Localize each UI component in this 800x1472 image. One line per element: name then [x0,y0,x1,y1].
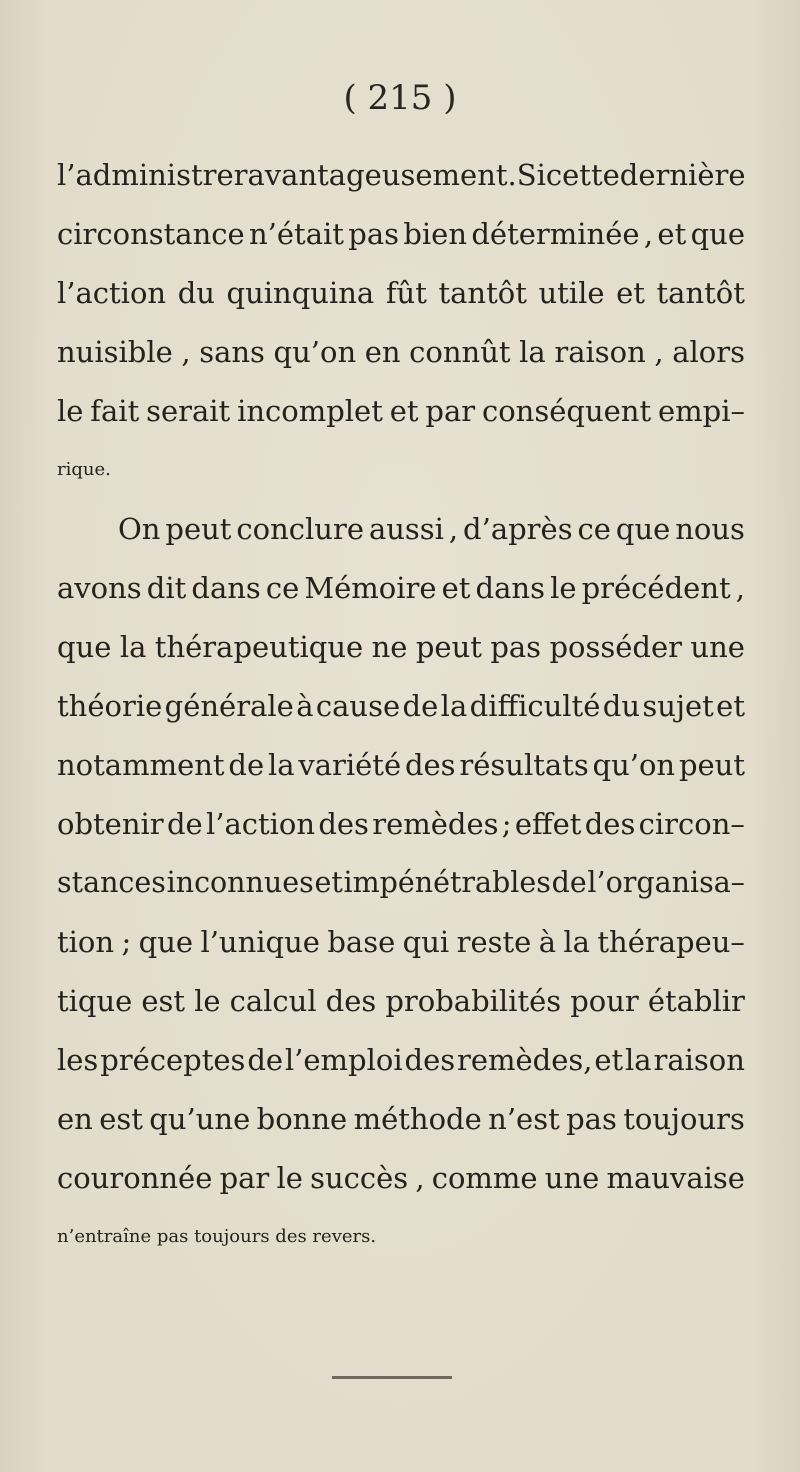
word: méthode [353,1102,482,1136]
word: n’était [249,217,344,251]
word: pas [566,1102,617,1136]
word: d’après [463,512,573,546]
word: bien [403,217,468,251]
word: une [690,630,745,664]
text-line-9 [57,627,745,667]
word: connût [409,335,511,369]
word: la [625,1043,652,1077]
word: remèdes [372,807,499,841]
word: probabilités [385,984,562,1018]
word: incomplet [237,394,383,428]
word: posséder [549,630,683,664]
word: l’emploi [284,1043,403,1077]
text-line-14 [57,922,745,962]
word: comme [431,1161,538,1195]
word: utile [538,276,605,310]
word: de [402,689,439,723]
word: pour [570,984,639,1018]
word: qu’on [273,335,357,369]
word: nuisible [57,335,173,369]
word: sujet [642,689,714,723]
text-line-11 [57,745,745,785]
word: que [138,925,194,959]
text-line-16 [57,1040,745,1080]
word: avantageusement. [247,158,517,192]
word: tantôt [438,276,527,310]
word: tion [57,925,115,959]
text-line-4 [57,332,745,372]
word: dernière [619,158,746,192]
word: est [99,1102,143,1136]
word: ; [121,925,132,959]
word: précédent [581,571,731,605]
word: résultats [459,748,589,782]
word: et [716,689,745,723]
word: , [181,335,191,369]
word: bonne [256,1102,348,1136]
word: une [544,1161,600,1195]
word: et [657,217,687,251]
word: le [276,1161,303,1195]
word: sans [199,335,265,369]
text-line-3 [57,273,745,313]
word: du [177,276,215,310]
word: serait [146,394,231,428]
word: tique [57,984,133,1018]
word: ce [577,512,611,546]
word: les [57,1043,99,1077]
word: et [389,394,419,428]
text-line-13 [57,863,745,903]
word: déterminée [471,217,640,251]
word: conclure [236,512,364,546]
word: , [448,512,459,546]
word: cause [315,689,401,723]
word: Si [516,158,546,192]
word: raison [554,335,646,369]
word: dit [146,571,187,605]
word: inconnues [166,866,314,899]
word: , [643,217,654,251]
word: l’administrer [57,158,248,192]
word: quinquina [226,276,375,310]
word: du [602,689,641,723]
word: effet [514,807,582,841]
word: peut [415,630,482,664]
text-line-6: rique. [57,459,111,480]
word: pas [490,630,542,664]
text-line-15 [57,981,745,1021]
word: qui [402,925,450,959]
word: circon– [638,807,745,841]
text-line-2 [57,214,745,254]
word: l’unique [200,925,320,959]
word: l’organisa– [587,866,745,899]
word: n’est [488,1102,560,1136]
word: peut [678,748,745,782]
word: dans [475,571,545,605]
word: des [404,748,456,782]
word: le [57,394,84,428]
word: par [219,1161,270,1195]
word: calcul [229,984,317,1018]
word: fait [90,394,140,428]
word: le [550,571,577,605]
word: des [584,807,636,841]
word: difficulté [469,689,601,723]
text-line-1 [57,155,745,195]
word: peut [165,512,232,546]
word: et [616,276,645,310]
word: empi– [657,394,745,428]
word: cette [545,158,620,192]
word: variété [298,748,402,782]
word: l’action [205,807,316,841]
word: des [404,1043,456,1077]
word: obtenir [57,807,164,841]
text-line-12 [57,804,745,844]
word: le [194,984,221,1018]
word: notamment [57,748,225,782]
word: la [519,335,546,369]
word: Mémoire [304,571,437,605]
word: conséquent [481,394,652,428]
word: raison [653,1043,745,1077]
word: de [551,866,587,899]
word: alors [672,335,745,369]
word: mauvaise [606,1161,745,1195]
word: l’action [57,276,167,310]
word: pas [348,217,400,251]
word: toujours [623,1102,745,1136]
word: théorie [57,689,163,723]
word: fût [385,276,427,310]
word: qu’une [149,1102,251,1136]
word: à [538,925,556,959]
word: la [563,925,590,959]
word: ce [265,571,300,605]
word: circonstance [57,217,245,251]
word: et [441,571,471,605]
word: avons [57,571,142,605]
word: , [654,335,664,369]
text-line-7 [118,509,745,549]
word: On [118,512,161,546]
word: est [141,984,186,1018]
word: couronnée [57,1161,213,1195]
word: , [735,571,745,605]
word: que [615,512,671,546]
word: tantôt [656,276,745,310]
word: ne [371,630,408,664]
text-line-19: n’entraîne pas toujours des revers. [57,1226,377,1247]
word: des [318,807,369,841]
word: de [247,1043,284,1077]
word: des [325,984,377,1018]
word: la [440,689,468,723]
text-line-8 [57,568,745,608]
word: et [314,866,343,899]
word: et [594,1043,624,1077]
word: aussi [368,512,444,546]
word: que [57,630,112,664]
word: thérapeutique [154,630,364,664]
text-line-18 [57,1158,745,1198]
word: la [119,630,147,664]
section-rule [332,1376,452,1379]
text-line-10 [57,686,745,726]
word: base [327,925,396,959]
word: ; [501,807,512,841]
word: la [267,748,295,782]
word: en [364,335,401,369]
word: de [228,748,265,782]
word: impénétrables [343,866,551,899]
word: reste [456,925,532,959]
word: thérapeu– [597,925,745,959]
word: préceptes [100,1043,246,1077]
text-line-17 [57,1099,745,1139]
word: par [425,394,476,428]
word: remèdes, [456,1043,593,1077]
word: de [166,807,203,841]
word: en [57,1102,93,1136]
word: succès [310,1161,409,1195]
word: , [415,1161,425,1195]
word: dans [191,571,261,605]
word: que [690,217,745,251]
word: à [296,689,314,723]
page-number: ( 215 ) [343,78,457,118]
word: établir [647,984,745,1018]
word: nous [675,512,745,546]
text-line-5 [57,391,745,431]
word: générale [164,689,294,723]
word: qu’on [592,748,676,782]
word: stances [57,866,166,899]
